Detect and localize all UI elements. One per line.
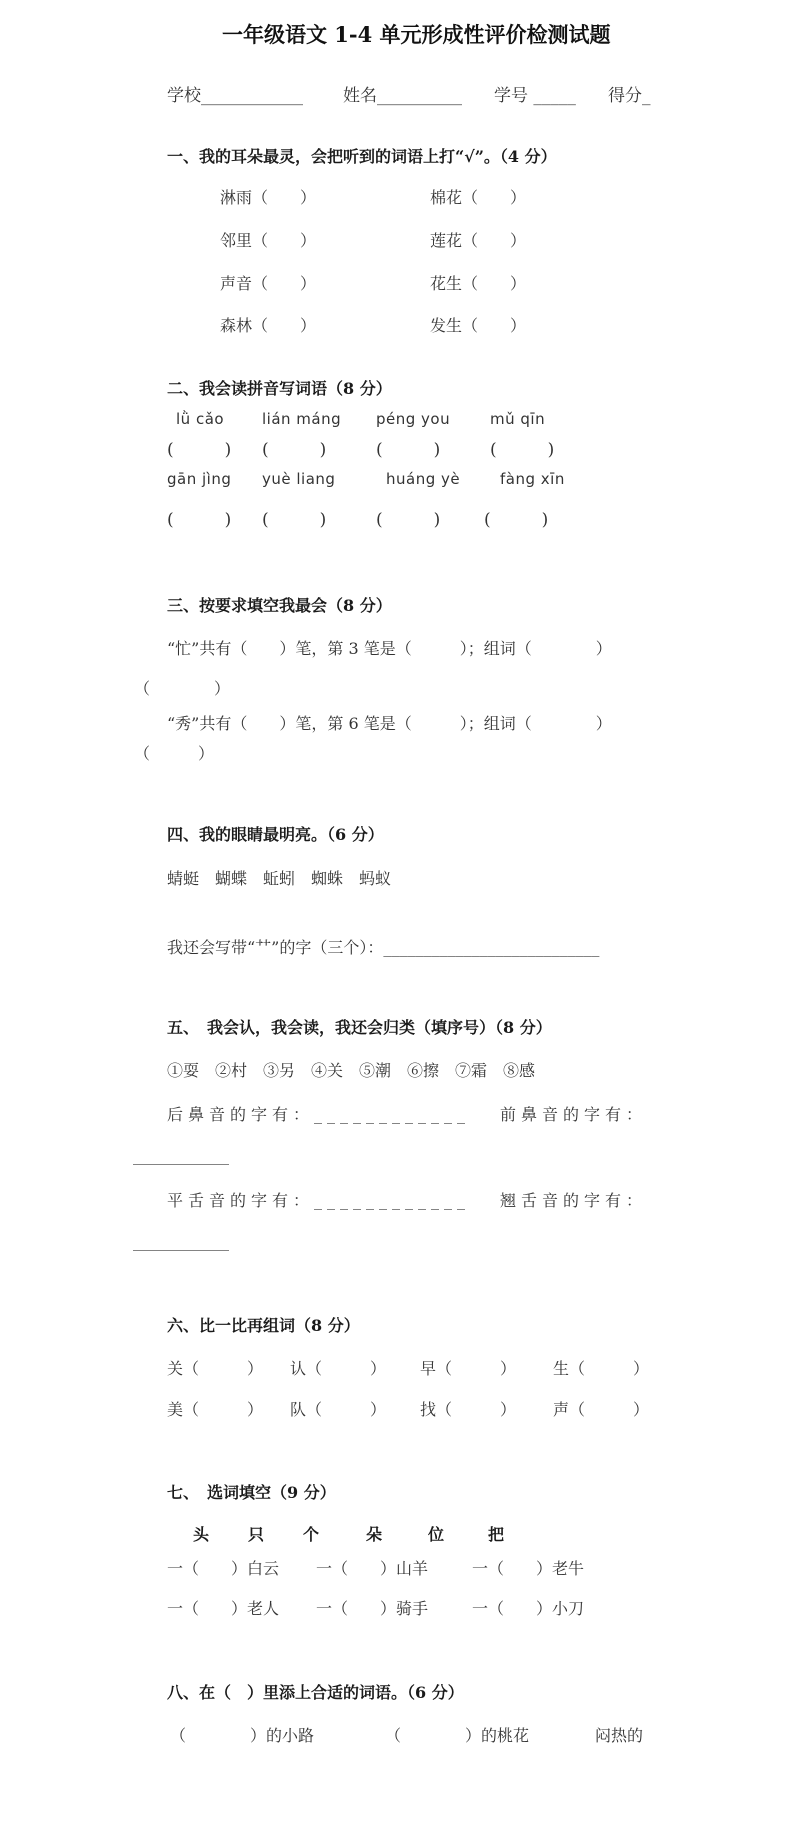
section-title: 四、我的眼睛最明亮。（6 分） <box>167 825 384 844</box>
question-line-continued[interactable]: （ ） <box>134 744 215 763</box>
pinyin-label: fàng xīn <box>500 470 565 488</box>
question-line-continued[interactable]: （ ） <box>134 679 231 698</box>
character-list: ①耍 ②村 ③另 ④关 ⑤潮 ⑥擦 ⑦霜 ⑧感 <box>167 1061 536 1080</box>
front-nasal-label: 前鼻音的字有： <box>500 1105 648 1124</box>
question-line[interactable]: “忙”共有（ ）笔，第 3 笔是（ ）；组词（ ） <box>167 639 612 658</box>
fill-item[interactable]: 一（ ）山羊 <box>316 1559 429 1578</box>
word-item[interactable]: 发生（ ） <box>430 316 527 335</box>
answer-blank[interactable]: ( ) <box>167 510 232 530</box>
measure-word-option: 位 <box>428 1525 445 1544</box>
word-item[interactable]: 邻里（ ） <box>220 231 317 250</box>
fill-item[interactable]: 一（ ）老人 <box>167 1599 280 1618</box>
measure-word-option: 个 <box>303 1525 320 1544</box>
fill-item[interactable]: 一（ ）老牛 <box>472 1559 585 1578</box>
fill-phrase[interactable]: 闷热的 <box>595 1726 644 1745</box>
measure-word-option: 只 <box>248 1525 265 1544</box>
name-field[interactable]: 姓名__________ <box>343 86 462 106</box>
score-field[interactable]: 得分_ <box>608 86 651 106</box>
compare-item[interactable]: 早（ ） <box>420 1359 517 1378</box>
write-characters-line[interactable]: 我还会写带“⺿”的字（三个）：___________________________ <box>167 938 600 957</box>
compare-item[interactable]: 队（ ） <box>290 1400 387 1419</box>
section-title: 一、我的耳朵最灵，会把听到的词语上打“√”。（4 分） <box>167 147 557 166</box>
word-list: 蜻蜓 蝴蝶 蚯蚓 蜘蛛 蚂蚁 <box>167 869 392 888</box>
compare-item[interactable]: 美（ ） <box>167 1400 264 1419</box>
section-title: 六、比一比再组词（8 分） <box>167 1316 360 1335</box>
compare-item[interactable]: 生（ ） <box>553 1359 650 1378</box>
answer-blank[interactable]: ( ) <box>376 440 441 460</box>
word-item[interactable]: 莲花（ ） <box>430 231 527 250</box>
pinyin-label: yuè liang <box>262 470 336 488</box>
word-item[interactable]: 淋雨（ ） <box>220 188 317 207</box>
section-title: 八、在（ ）里添上合适的词语。（6 分） <box>167 1683 464 1702</box>
compare-item[interactable]: 关（ ） <box>167 1359 264 1378</box>
section-title: 五、 我会认，我会读，我还会归类（填序号）（8 分） <box>167 1018 552 1037</box>
curled-tongue-label: 翘舌音的字有： <box>500 1191 648 1210</box>
compare-item[interactable]: 找（ ） <box>420 1400 517 1419</box>
measure-word-option: 头 <box>193 1525 210 1544</box>
fill-phrase[interactable]: （ ）的桃花 <box>385 1726 530 1745</box>
section-title: 七、 选词填空（9 分） <box>167 1483 336 1502</box>
pinyin-label: gān jìng <box>167 470 232 488</box>
pinyin-label: lián máng <box>262 410 342 428</box>
back-nasal-field[interactable]: 后鼻音的字有：____________ <box>167 1105 471 1124</box>
pinyin-label: huáng yè <box>386 470 461 488</box>
curled-tongue-blank[interactable]: ____________ <box>133 1232 229 1251</box>
page-title: 一年级语文 1-4 单元形成性评价检测试题 <box>222 22 611 47</box>
fill-phrase[interactable]: （ ）的小路 <box>170 1726 315 1745</box>
answer-blank[interactable]: ( ) <box>484 510 549 530</box>
pinyin-label: mǔ qīn <box>490 410 546 428</box>
section-title: 三、按要求填空我最会（8 分） <box>167 596 392 615</box>
word-item[interactable]: 声音（ ） <box>220 274 317 293</box>
pinyin-label: péng you <box>376 410 451 428</box>
answer-blank[interactable]: ( ) <box>262 440 327 460</box>
flat-tongue-field[interactable]: 平舌音的字有：____________ <box>167 1191 471 1210</box>
word-item[interactable]: 花生（ ） <box>430 274 527 293</box>
word-item[interactable]: 森林（ ） <box>220 316 317 335</box>
answer-blank[interactable]: ( ) <box>490 440 555 460</box>
compare-item[interactable]: 认（ ） <box>290 1359 387 1378</box>
answer-blank[interactable]: ( ) <box>167 440 232 460</box>
word-item[interactable]: 棉花（ ） <box>430 188 527 207</box>
question-line[interactable]: “秀”共有（ ）笔，第 6 笔是（ ）；组词（ ） <box>167 714 612 733</box>
front-nasal-blank[interactable]: ____________ <box>133 1146 229 1165</box>
measure-word-option: 把 <box>488 1525 505 1544</box>
fill-item[interactable]: 一（ ）小刀 <box>472 1599 585 1618</box>
answer-blank[interactable]: ( ) <box>262 510 327 530</box>
fill-item[interactable]: 一（ ）骑手 <box>316 1599 429 1618</box>
fill-item[interactable]: 一（ ）白云 <box>167 1559 280 1578</box>
compare-item[interactable]: 声（ ） <box>553 1400 650 1419</box>
school-field[interactable]: 学校____________ <box>167 86 303 106</box>
pinyin-label: lǜ cǎo <box>176 410 225 428</box>
answer-blank[interactable]: ( ) <box>376 510 441 530</box>
section-title: 二、我会读拼音写词语（8 分） <box>167 379 392 398</box>
student-number-field[interactable]: 学号 _____ <box>494 86 576 106</box>
measure-word-option: 朵 <box>366 1525 383 1544</box>
